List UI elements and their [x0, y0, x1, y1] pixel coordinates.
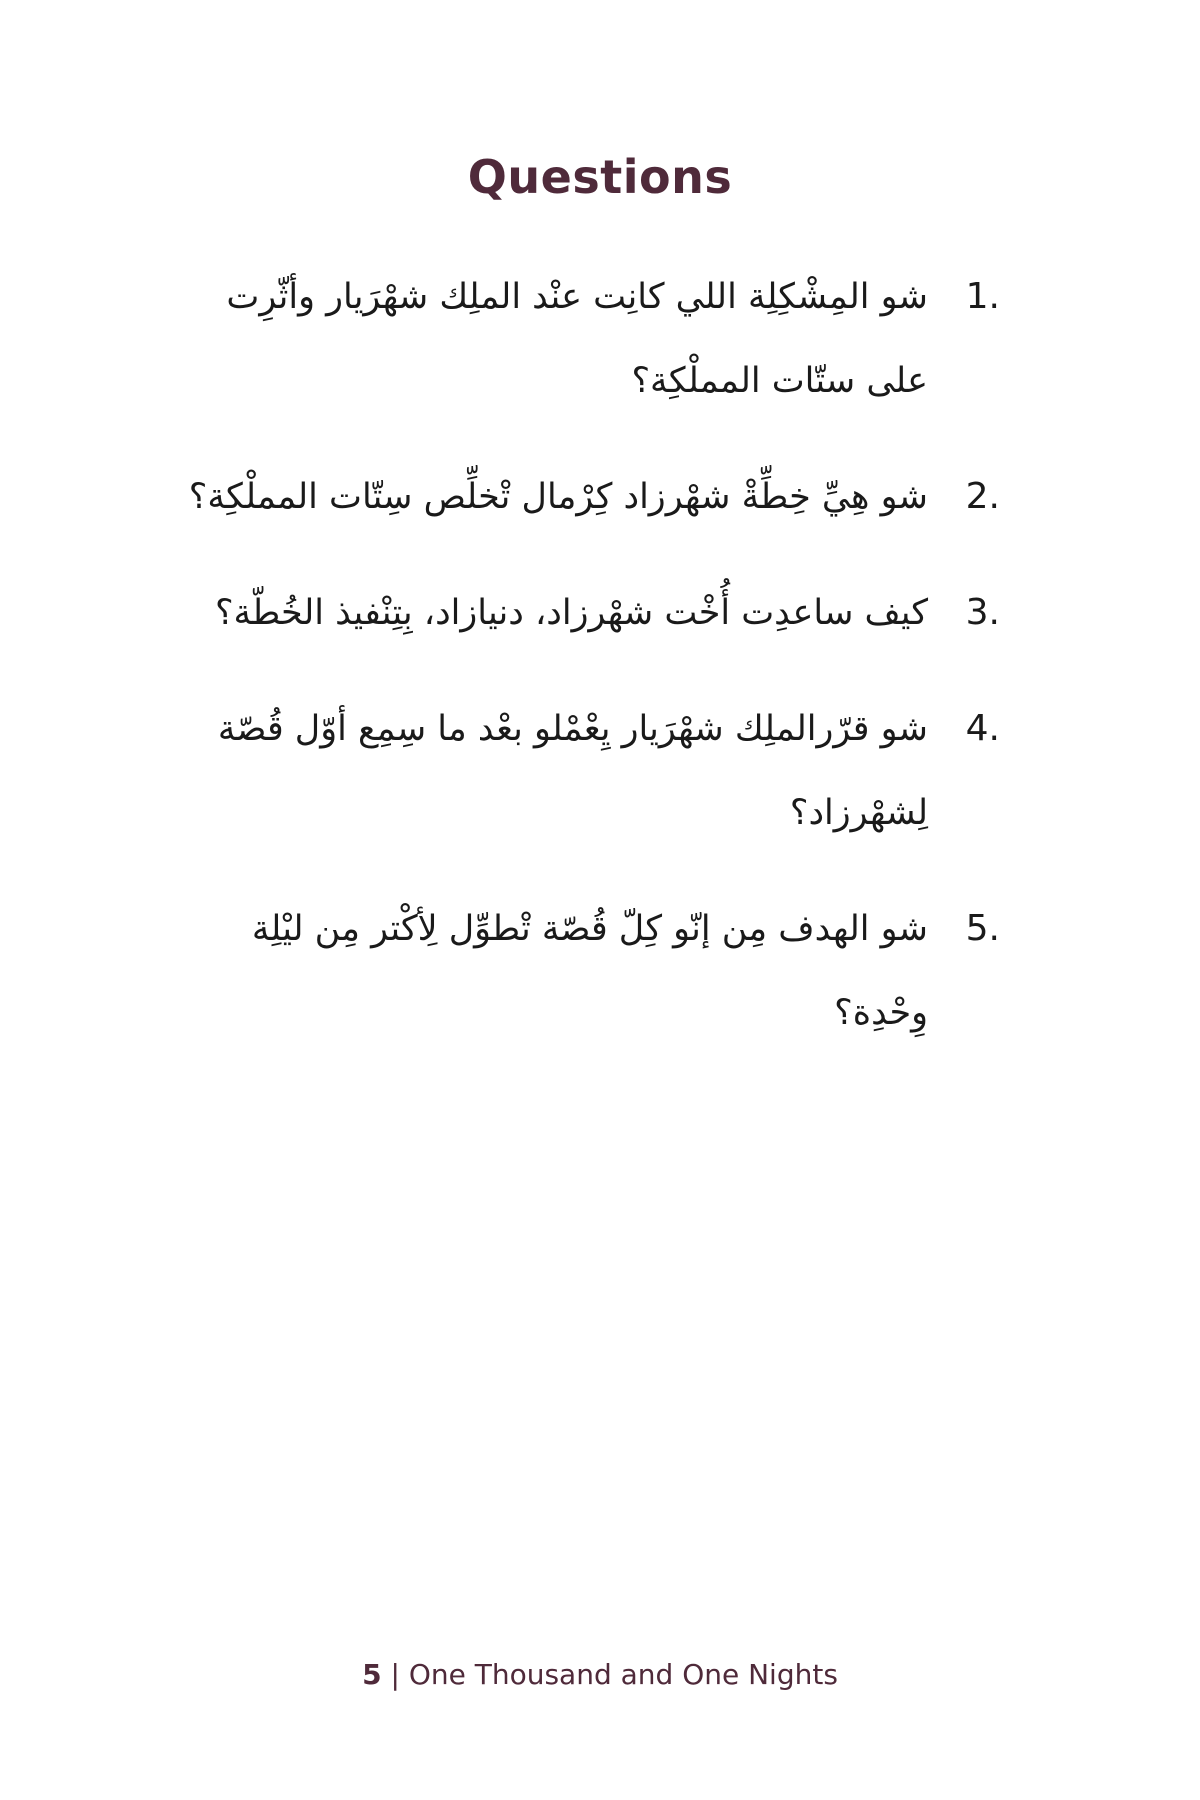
page-number: 5 [362, 1658, 382, 1691]
question-text: شو الهدف مِن إنّو كِلّ قُصّة تْطوِّل لِأكْتر مِن ليْلِة وِحْدِة؟ [251, 909, 928, 1033]
footer-separator: | [390, 1658, 400, 1691]
page-title: Questions [467, 150, 733, 204]
question-text: شو هِيِّ خِطِّةْ شهْرزاد كِرْمال تْخلِّص سِتّات المملْكِة؟ [188, 477, 928, 517]
question-item [150, 887, 1000, 1055]
question-text: شو المِشْكِلِة اللي كانِت عنْد الملِك شهْرَيار وأثّرِت على ستّات المملْكِة؟ [226, 277, 928, 401]
question-item [150, 687, 1000, 855]
question-number: 1. [965, 276, 1000, 317]
question-number: 2. [965, 476, 1000, 517]
question-text: شو قرّرالملِك شهْرَيار يِعْمْلو بعْد ما سِمِع أوّل قُصّة لِشهْرزاد؟ [217, 709, 928, 833]
question-text: كيف ساعدِت أُخْت شهْرزاد، دنيازاد، بِتِنْفيذ الخُطّة؟ [214, 593, 928, 633]
question-number: 3. [965, 592, 1000, 633]
question-item [150, 571, 1000, 655]
question-item [150, 255, 1000, 423]
question-number: 4. [965, 708, 1000, 749]
book-title: One Thousand and One Nights [408, 1658, 838, 1691]
question-list [150, 255, 1000, 1087]
page-footer [0, 1658, 1200, 1691]
question-item [150, 455, 1000, 539]
question-number: 5. [965, 908, 1000, 949]
